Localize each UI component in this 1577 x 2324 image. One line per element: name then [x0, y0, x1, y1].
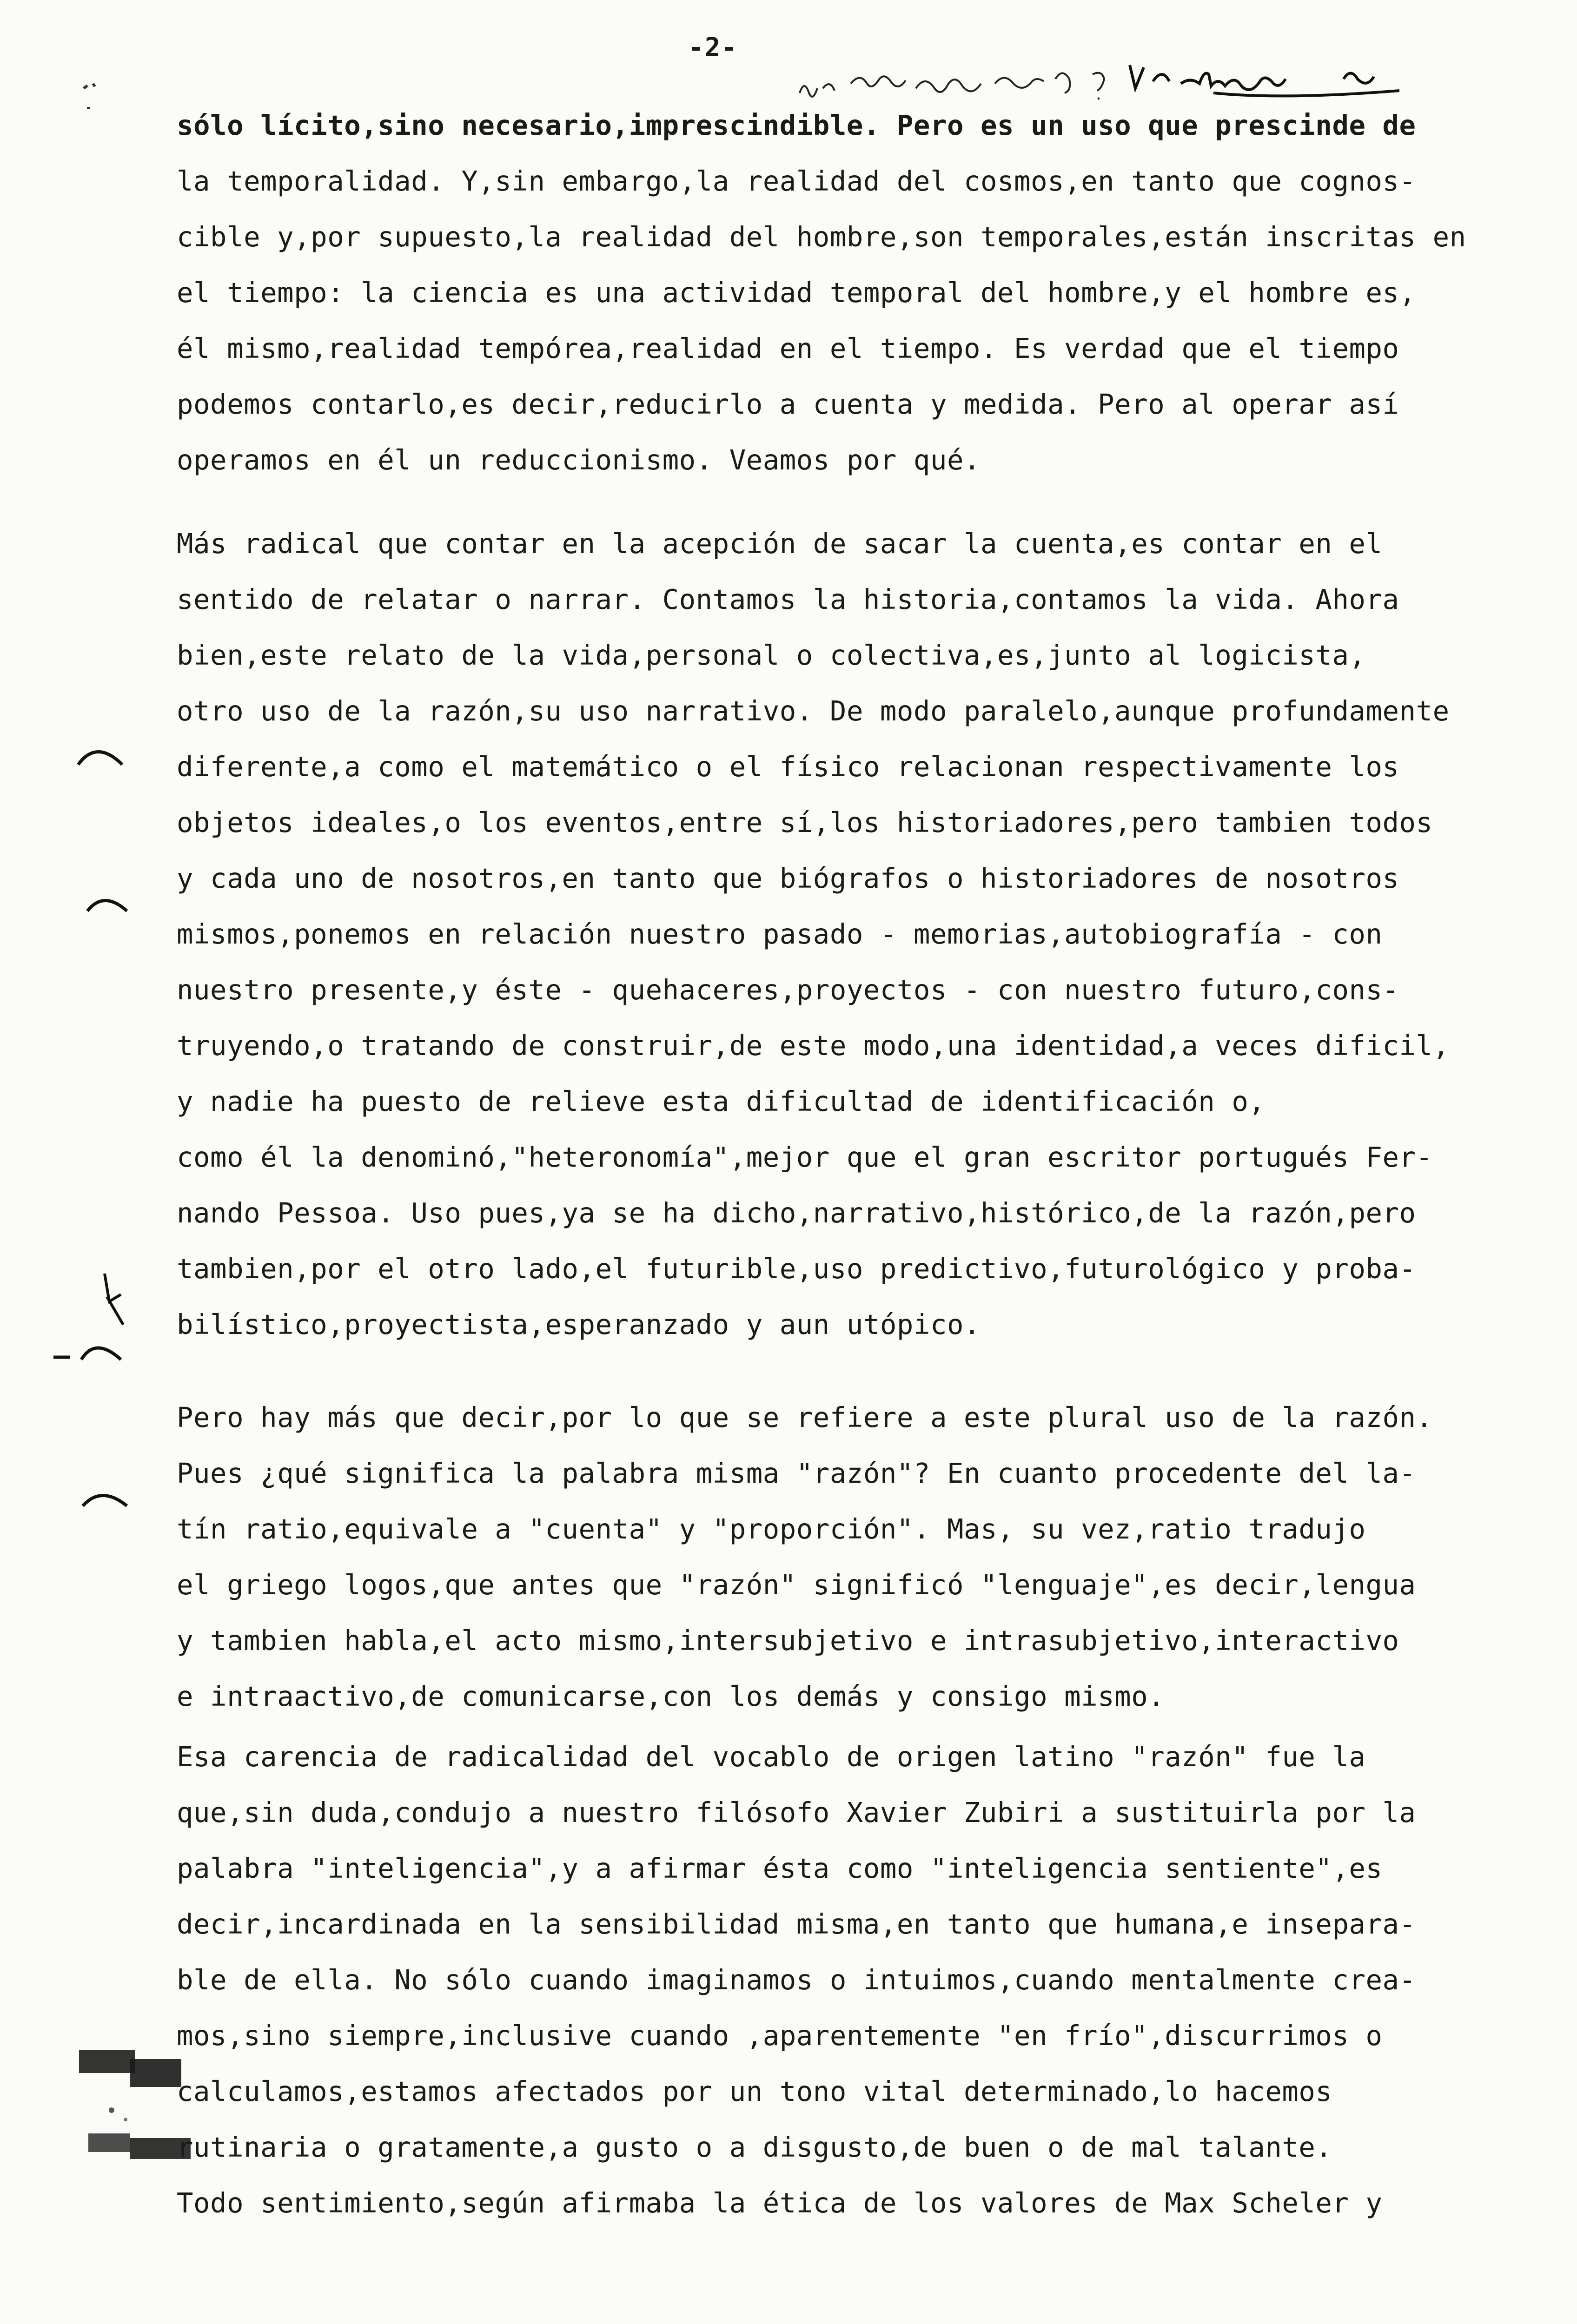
text-line: Pero hay más que decir,por lo que se refiere a este plural uso de la razón. [177, 1401, 1433, 1433]
text-line: como él la denominó,"heteronomía",mejor que el gran escritor portugués Fer- [177, 1141, 1433, 1173]
text-line: podemos contarlo,es decir,reducirlo a cuenta y medida. Pero al operar así [177, 388, 1399, 420]
text-line: operamos en él un reduccionismo. Veamos por qué. [177, 444, 981, 476]
text-line: cible y,por supuesto,la realidad del hombre,son temporales,están inscritas en [177, 221, 1466, 253]
paragraph-1 [177, 98, 1466, 488]
text-line: sentido de relatar o narrar. Contamos la historia,contamos la vida. Ahora [177, 583, 1399, 615]
page-number: -2- [688, 33, 738, 63]
text-line: tín ratio,equivale a "cuenta" y "proporción". Mas, su vez,ratio tradujo [177, 1513, 1366, 1545]
text-line: calculamos,estamos afectados por un tono vital determinado,lo hacemos [177, 2075, 1332, 2107]
margin-bracket-mark [84, 888, 130, 916]
text-line: y nadie ha puesto de relieve esta dificultad de identificación o, [177, 1085, 1266, 1117]
text-line: la temporalidad. Y,sin embargo,la realidad del cosmos,en tanto que cognos- [177, 165, 1416, 197]
text-line: rutinaria o gratamente,a gusto o a disgusto,de buen o de mal talante. [177, 2131, 1332, 2163]
text-line: sólo lícito,sino necesario,imprescindible. Pero es un uso que prescinde de [177, 109, 1416, 141]
paragraph-3 [177, 1390, 1433, 1724]
text-line: e intraactivo,de comunicarse,con los demás y consigo mismo. [177, 1680, 1165, 1712]
text-line: palabra "inteligencia",y a afirmar ésta como "inteligencia sentiente",es [177, 1852, 1383, 1884]
text-line: mismos,ponemos en relación nuestro pasado - memorias,autobiografía - con [177, 918, 1383, 950]
text-line: diferente,a como el matemático o el físico relacionan respectivamente los [177, 751, 1399, 783]
margin-mark [79, 74, 107, 130]
text-line: mos,sino siempre,inclusive cuando ,aparentemente "en frío",discurrimos o [177, 2020, 1383, 2052]
text-line: el tiempo: la ciencia es una actividad temporal del hombre,y el hombre es, [177, 277, 1416, 309]
text-line: ble de ella. No sólo cuando imaginamos o intuimos,cuando mentalmente crea- [177, 1964, 1416, 1996]
text-line: decir,incardinada en la sensibilidad misma,en tanto que humana,e insepara- [177, 1908, 1416, 1940]
text-line: él mismo,realidad tempórea,realidad en el tiempo. Es verdad que el tiempo [177, 332, 1399, 364]
text-line: bilístico,proyectista,esperanzado y aun utópico. [177, 1308, 981, 1340]
margin-bracket-mark [74, 739, 126, 772]
text-line: nando Pessoa. Uso pues,ya se ha dicho,narrativo,histórico,de la razón,pero [177, 1197, 1416, 1229]
text-line: nuestro presente,y éste - quehaceres,proyectos - con nuestro futuro,cons- [177, 974, 1399, 1006]
text-line: y cada uno de nosotros,en tanto que biógrafos o historiadores de nosotros [177, 862, 1399, 894]
paragraph-2 [177, 516, 1450, 1353]
margin-bracket-mark [79, 1483, 130, 1511]
text-line: Esa carencia de radicalidad del vocablo de origen latino "razón" fue la [177, 1741, 1366, 1773]
text-line: Todo sentimiento,según afirmaba la ética de los valores de Max Scheler y [177, 2187, 1383, 2219]
text-line: y tambien habla,el acto mismo,intersubjetivo e intrasubjetivo,interactivo [177, 1624, 1399, 1657]
text-line: truyendo,o tratando de construir,de este modo,una identidad,a veces dificil, [177, 1030, 1450, 1062]
margin-cross-mark [98, 1269, 130, 1329]
text-line: que,sin duda,condujo a nuestro filósofo Xavier Zubiri a sustituirla por la [177, 1796, 1416, 1829]
text-line: el griego logos,que antes que "razón" significó "lenguaje",es decir,lengua [177, 1569, 1416, 1601]
paragraph-4 [177, 1729, 1416, 2231]
text-line: otro uso de la razón,su uso narrativo. De modo paralelo,aunque profundamente [177, 695, 1450, 727]
text-line: objetos ideales,o los eventos,entre sí,los historiadores,pero tambien todos [177, 806, 1433, 838]
text-line: Pues ¿qué significa la palabra misma "razón"? En cuanto procedente del la- [177, 1457, 1416, 1489]
margin-bracket-mark [51, 1334, 126, 1367]
text-line: bien,este relato de la vida,personal o colectiva,es,junto al logicista, [177, 639, 1366, 671]
text-line: tambien,por el otro lado,el futurible,uso predictivo,futurológico y proba- [177, 1253, 1416, 1285]
text-line: Más radical que contar en la acepción de sacar la cuenta,es contar en el [177, 528, 1383, 560]
